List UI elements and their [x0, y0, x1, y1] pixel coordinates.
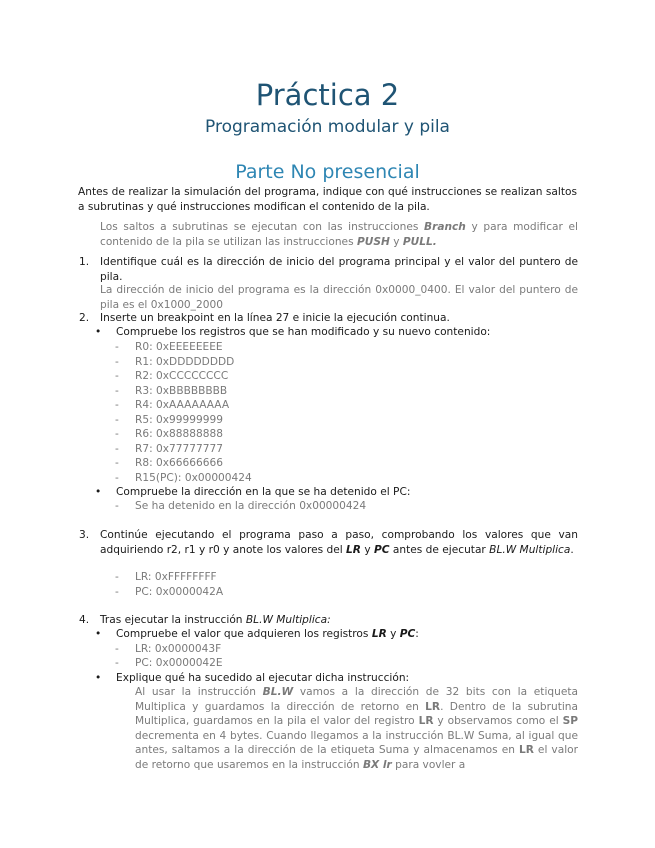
q4-b1-y: y — [386, 628, 400, 640]
q3-dash: - — [115, 571, 119, 583]
intro-answer-text-y: y — [389, 235, 403, 248]
q4-answer-lr: LR: 0x0000043F — [135, 642, 222, 655]
intro-answer-text-b: y para modificar el contenido de la pila se utilizan las instrucciones — [100, 221, 579, 248]
exp-lr1: LR — [425, 700, 441, 713]
exp-2: vamos a la dirección de 32 bits con la etiqueta Multiplica y guardamos la dirección de retorno en — [135, 686, 578, 713]
register-dash: - — [115, 413, 119, 426]
exp-4: y observamos como el — [433, 715, 563, 728]
exp-lr2: LR — [418, 715, 434, 728]
q3-blw: BL.W Multiplica — [489, 543, 571, 556]
register-item: R3: 0xBBBBBBBB — [135, 384, 228, 397]
register-item: R5: 0x99999999 — [135, 413, 223, 426]
q4-blw: BL.W Multiplica: — [245, 614, 331, 626]
register-dash: - — [115, 341, 119, 353]
q4-bullet2-text: Explique qué ha sucedido al ejecutar dicha instrucción: — [116, 671, 410, 684]
register-dash: - — [115, 471, 119, 484]
register-item: R15(PC): 0x00000424 — [135, 471, 252, 484]
q2-bullet1-marker: • — [95, 326, 102, 338]
exp-sp: SP — [562, 715, 578, 728]
exp-6: el valor de retorno que usaremos en la instrucción — [135, 744, 578, 771]
intro-answer — [100, 220, 578, 249]
intro-question: Antes de realizar la simulación del programa, indique con qué instrucciones se realizan saltos a subrutinas y qué instrucciones modifican el contenido de la pila. — [78, 186, 577, 213]
exp-7: para vovler a — [391, 758, 466, 771]
exp-5: decrementa en 4 bytes. Cuando llegamos a la instrucción BL.W Suma, al igual que antes, saltamos a la dirección de la etiqueta Suma y almacenamos en — [135, 729, 578, 757]
q4-question — [100, 613, 331, 628]
page-title: Práctica 2 — [255, 78, 400, 112]
register-item: R7: 0x77777777 — [135, 442, 223, 455]
register-item: R6: 0x88888888 — [135, 428, 223, 440]
q4-b1-a: Compruebe el valor que adquieren los registros — [116, 628, 372, 640]
q4-dash: - — [115, 642, 119, 655]
q4-b1-pc: PC — [399, 628, 416, 640]
q4-bullet1-text — [116, 627, 419, 642]
register-dash: - — [115, 457, 119, 469]
q4-bullet1-marker: • — [95, 628, 102, 640]
register-item: R0: 0xEEEEEEEE — [135, 341, 223, 353]
q3-text-y: y — [360, 543, 374, 556]
register-item: R1: 0xDDDDDDDD — [135, 355, 235, 368]
exp-1: Al usar la instrucción — [135, 686, 263, 698]
intro-answer-pull: PULL. — [402, 235, 437, 248]
q3-pc: PC — [373, 543, 390, 556]
q4-bullet2-marker: • — [95, 671, 102, 684]
register-dash: - — [115, 399, 119, 411]
page-subtitle: Programación modular y pila — [205, 117, 450, 137]
section-heading: Parte No presencial — [235, 161, 420, 183]
exp-3: . Dentro de la subrutina Multiplica, guardamos en la pila el valor del registro — [135, 700, 578, 728]
q4-number: 4. — [79, 614, 90, 626]
q1-answer: La dirección de inicio del programa es la dirección 0x0000_0400. El valor del puntero de pila es el 0x1000_2000 — [100, 284, 578, 311]
q4-b1-lr: LR — [371, 628, 387, 640]
q1-number: 1. — [79, 256, 90, 268]
intro-answer-text-a: Los saltos a subrutinas se ejecutan con las instrucciones — [100, 221, 425, 233]
q3-dash: - — [115, 585, 119, 598]
exp-blw: BL.W — [262, 686, 294, 698]
q2-bullet2-dash: - — [115, 500, 119, 512]
q4-explanation — [135, 685, 578, 773]
register-dash: - — [115, 428, 119, 440]
exp-lr3: LR — [518, 744, 534, 757]
q2-bullet2-text: Compruebe la dirección en la que se ha detenido el PC: — [116, 486, 411, 498]
register-item: R2: 0xCCCCCCCC — [135, 370, 229, 382]
register-dash: - — [115, 384, 119, 397]
q3-text-b: antes de ejecutar — [389, 543, 490, 556]
q3-question — [100, 528, 578, 557]
q3-number: 3. — [79, 529, 90, 541]
register-item: R4: 0xAAAAAAAA — [135, 399, 230, 411]
q3-lr: LR — [346, 543, 361, 556]
intro-answer-push: PUSH — [356, 235, 390, 248]
exp-bx: BX lr — [362, 758, 392, 771]
q4-text-a: Tras ejecutar la instrucción — [100, 614, 246, 626]
intro-answer-branch: Branch — [424, 221, 466, 233]
q2-question: Inserte un breakpoint en la línea 27 e inicie la ejecución continua. — [100, 312, 450, 324]
register-dash: - — [115, 355, 119, 368]
register-dash: - — [115, 442, 119, 455]
q4-dash: - — [115, 657, 119, 669]
q3-answer-pc: PC: 0x0000042A — [135, 585, 224, 598]
q1-question: Identifique cuál es la dirección de inicio del programa principal y el valor del puntero de pila. — [100, 256, 578, 283]
q4-answer-pc: PC: 0x0000042E — [135, 657, 223, 669]
q2-bullet2-marker: • — [95, 486, 102, 498]
register-item: R8: 0x66666666 — [135, 457, 223, 469]
q3-text-a: Continúe ejecutando el programa paso a paso, comprobando los valores que van adquiriendo r2, r1 y r0 y anote los valores del — [100, 529, 578, 556]
q2-bullet2-answer: Se ha detenido en la dirección 0x00000424 — [135, 500, 367, 512]
q3-text-end: . — [570, 543, 574, 556]
register-dash: - — [115, 370, 119, 382]
q2-number: 2. — [79, 312, 90, 324]
q3-answer-lr: LR: 0xFFFFFFFF — [135, 571, 217, 583]
q2-bullet1-text: Compruebe los registros que se han modificado y su nuevo contenido: — [116, 326, 491, 338]
q4-b1-end: : — [415, 628, 419, 640]
